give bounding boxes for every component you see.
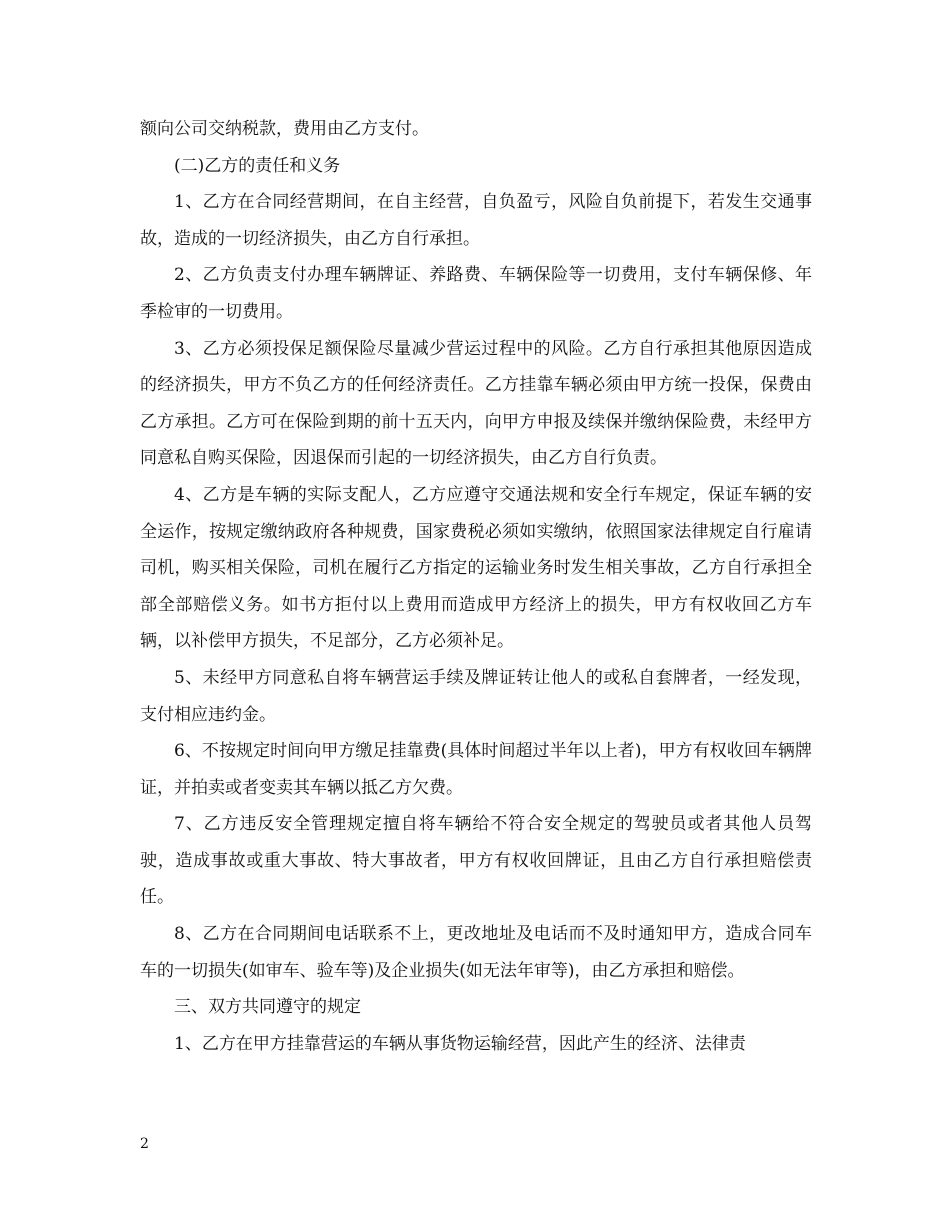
clause-8: 8、乙方在合同期间电话联系不上，更改地址及电话而不及时通知甲方，造成合同车车的一切损失(如审车、验车等)及企业损失(如无法年审等)，由乙方承担和赔偿。 <box>140 924 812 981</box>
section-heading-shared-rules: 三、双方共同遵守的规定 <box>174 997 361 1018</box>
clause-1: 1、乙方在合同经营期间，在自主经营，自负盈亏，风险自负前提下，若发生交通事故，造成的一切经济损失，由乙方自行承担。 <box>140 192 812 249</box>
page-number: 2 <box>140 1136 149 1152</box>
section-heading-party-b-duties: (二)乙方的责任和义务 <box>174 155 341 176</box>
shared-rule-1: 1、乙方在甲方挂靠营运的车辆从事货物运输经营，因此产生的经济、法律责 <box>174 1033 746 1054</box>
clause-7: 7、乙方违反安全管理规定擅自将车辆给不符合安全规定的驾驶员或者其他人员驾驶，造成事故或重大事故、特大事故者，甲方有权收回牌证，且由乙方自行承担赔偿责任。 <box>140 814 812 908</box>
paragraph-continuation: 额向公司交纳税款，费用由乙方支付。 <box>140 119 429 139</box>
clause-2: 2、乙方负责支付办理车辆牌证、养路费、车辆保险等一切费用，支付车辆保修、年季检审的一切费用。 <box>140 265 812 322</box>
clause-5: 5、未经甲方同意私自将车辆营运手续及牌证转让他人的或私自套牌者，一经发现，支付相应违约金。 <box>140 667 812 725</box>
document-body <box>140 111 812 1062</box>
clause-6: 6、不按规定时间向甲方缴足挂靠费(具体时间超过半年以上者)，甲方有权收回车辆牌证，并拍卖或者变卖其车辆以抵乙方欠费。 <box>140 741 812 798</box>
clause-4: 4、乙方是车辆的实际支配人，乙方应遵守交通法规和安全行车规定，保证车辆的安全运作，按规定缴纳政府各种规费，国家费税必须如实缴纳，依照国家法律规定自行雇请司机，购买相关保险，司机在履行乙方指定的运输业务时发生相关事故，乙方自行承担全部全部赔偿义务。如书方拒付以上费用而造成甲方经济上的损失，甲方有权收回乙方车辆，以补偿甲方损失，不足部分，乙方必须补足。 <box>140 484 812 652</box>
clause-3: 3、乙方必须投保足额保险尽量减少营运过程中的风险。乙方自行承担其他原因造成的经济损失，甲方不负乙方的任何经济责任。乙方挂靠车辆必须由甲方统一投保，保费由乙方承担。乙方可在保险到期的前十五天内，向甲方申报及续保并缴纳保险费，未经甲方同意私自购买保险，因退保而引起的一切经济损失，由乙方自行负责。 <box>140 338 812 469</box>
